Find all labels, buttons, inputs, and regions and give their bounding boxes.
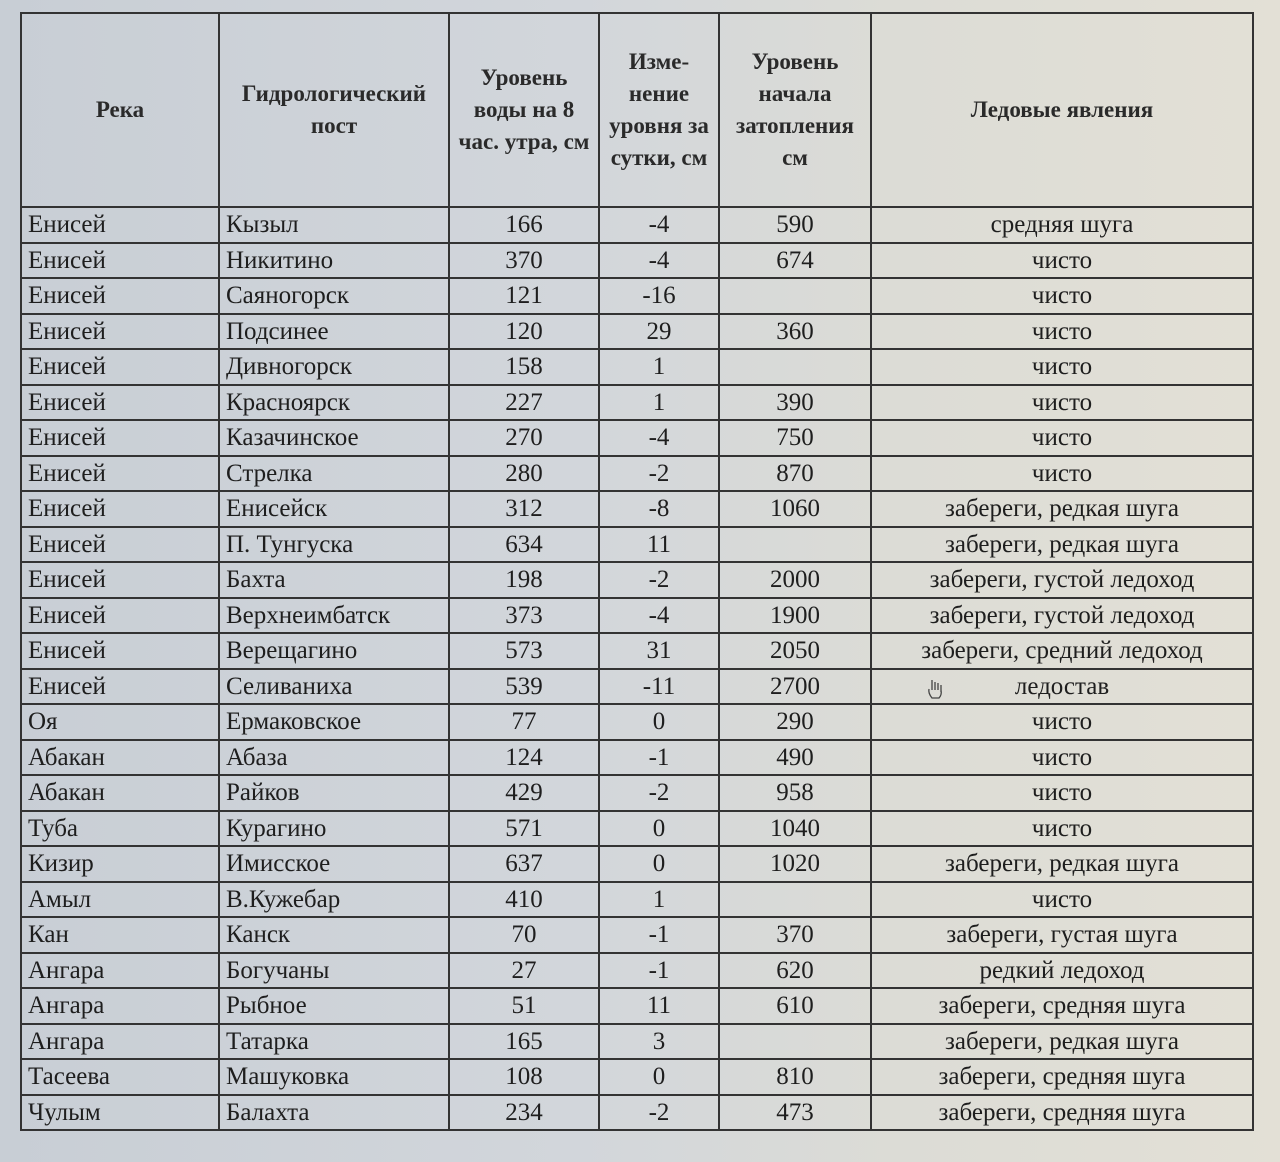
ice-phenomena-cell: забереги, редкая шуга xyxy=(871,846,1253,882)
level-change-cell: 0 xyxy=(599,811,719,847)
water-level-cell: 165 xyxy=(449,1024,599,1060)
ice-phenomena-cell: забереги, средняя шуга xyxy=(871,1095,1253,1131)
flood-level-cell: 1040 xyxy=(719,811,871,847)
table-row xyxy=(21,633,1253,669)
flood-level-cell: 2700 xyxy=(719,669,871,705)
post-cell: Богучаны xyxy=(219,953,449,989)
river-cell: Енисей xyxy=(21,420,219,456)
flood-level-cell: 1020 xyxy=(719,846,871,882)
level-change-cell: -16 xyxy=(599,278,719,314)
river-cell: Енисей xyxy=(21,456,219,492)
post-cell: Верхнеимбатск xyxy=(219,598,449,634)
post-cell: Подсинее xyxy=(219,314,449,350)
post-cell: Никитино xyxy=(219,243,449,279)
level-change-cell: -2 xyxy=(599,775,719,811)
table-row xyxy=(21,669,1253,705)
table-row xyxy=(21,278,1253,314)
table-row xyxy=(21,349,1253,385)
table-row xyxy=(21,598,1253,634)
level-change-cell: 11 xyxy=(599,988,719,1024)
river-cell: Ангара xyxy=(21,1024,219,1060)
post-cell: Красноярск xyxy=(219,385,449,421)
river-cell: Тасеева xyxy=(21,1059,219,1095)
level-change-cell: 0 xyxy=(599,704,719,740)
post-cell: Ермаковское xyxy=(219,704,449,740)
water-level-cell: 571 xyxy=(449,811,599,847)
water-level-cell: 70 xyxy=(449,917,599,953)
level-change-cell: -2 xyxy=(599,562,719,598)
ice-phenomena-cell: забереги, густая шуга xyxy=(871,917,1253,953)
flood-level-cell: 810 xyxy=(719,1059,871,1095)
level-change-cell: 31 xyxy=(599,633,719,669)
water-level-cell: 121 xyxy=(449,278,599,314)
level-change-cell: 29 xyxy=(599,314,719,350)
water-level-cell: 637 xyxy=(449,846,599,882)
post-cell: П. Тунгуска xyxy=(219,527,449,563)
post-cell: Рыбное xyxy=(219,988,449,1024)
level-change-cell: 0 xyxy=(599,846,719,882)
river-cell: Енисей xyxy=(21,527,219,563)
flood-level-cell xyxy=(719,527,871,563)
water-level-cell: 634 xyxy=(449,527,599,563)
river-cell: Кизир xyxy=(21,846,219,882)
flood-level-cell: 490 xyxy=(719,740,871,776)
ice-phenomena-cell: чисто xyxy=(871,349,1253,385)
ice-phenomena-cell: чисто xyxy=(871,314,1253,350)
water-level-cell: 539 xyxy=(449,669,599,705)
post-cell: Казачинское xyxy=(219,420,449,456)
level-change-cell: -2 xyxy=(599,1095,719,1131)
river-cell: Енисей xyxy=(21,633,219,669)
flood-level-cell: 473 xyxy=(719,1095,871,1131)
table-row xyxy=(21,704,1253,740)
ice-phenomena-cell: забереги, средняя шуга xyxy=(871,1059,1253,1095)
flood-level-cell xyxy=(719,349,871,385)
table-row xyxy=(21,491,1253,527)
post-cell: Канск xyxy=(219,917,449,953)
water-level-cell: 227 xyxy=(449,385,599,421)
flood-level-cell: 1060 xyxy=(719,491,871,527)
ice-phenomena-cell: чисто xyxy=(871,278,1253,314)
river-cell: Оя xyxy=(21,704,219,740)
river-cell: Амыл xyxy=(21,882,219,918)
flood-level-cell: 958 xyxy=(719,775,871,811)
header-row xyxy=(21,13,1253,207)
ice-phenomena-cell: чисто xyxy=(871,385,1253,421)
ice-phenomena-cell: чисто xyxy=(871,420,1253,456)
header-flood-level: Уровень начала затопления см xyxy=(719,13,871,207)
level-change-cell: 1 xyxy=(599,882,719,918)
river-cell: Енисей xyxy=(21,562,219,598)
table-row xyxy=(21,775,1253,811)
water-level-cell: 77 xyxy=(449,704,599,740)
level-change-cell: -1 xyxy=(599,953,719,989)
ice-phenomena-cell: чисто xyxy=(871,704,1253,740)
ice-phenomena-cell: забереги, редкая шуга xyxy=(871,491,1253,527)
level-change-cell: -4 xyxy=(599,207,719,243)
ice-phenomena-cell: ледостав xyxy=(871,669,1253,705)
table-row xyxy=(21,527,1253,563)
table-row xyxy=(21,420,1253,456)
water-level-cell: 108 xyxy=(449,1059,599,1095)
table-row xyxy=(21,385,1253,421)
level-change-cell: 11 xyxy=(599,527,719,563)
water-level-cell: 573 xyxy=(449,633,599,669)
water-level-cell: 270 xyxy=(449,420,599,456)
water-level-cell: 198 xyxy=(449,562,599,598)
ice-phenomena-cell: забереги, средний ледоход xyxy=(871,633,1253,669)
river-cell: Енисей xyxy=(21,385,219,421)
water-level-cell: 429 xyxy=(449,775,599,811)
flood-level-cell xyxy=(719,882,871,918)
water-level-cell: 120 xyxy=(449,314,599,350)
table-row xyxy=(21,1095,1253,1131)
river-cell: Енисей xyxy=(21,491,219,527)
hydrological-table xyxy=(20,12,1254,1131)
post-cell: Енисейск xyxy=(219,491,449,527)
level-change-cell: -11 xyxy=(599,669,719,705)
table-row xyxy=(21,314,1253,350)
river-cell: Енисей xyxy=(21,207,219,243)
level-change-cell: -8 xyxy=(599,491,719,527)
level-change-cell: -1 xyxy=(599,917,719,953)
table-row xyxy=(21,1024,1253,1060)
table-row xyxy=(21,846,1253,882)
flood-level-cell: 750 xyxy=(719,420,871,456)
river-cell: Енисей xyxy=(21,349,219,385)
flood-level-cell: 620 xyxy=(719,953,871,989)
water-level-cell: 158 xyxy=(449,349,599,385)
river-cell: Абакан xyxy=(21,740,219,776)
water-level-cell: 124 xyxy=(449,740,599,776)
river-cell: Ангара xyxy=(21,953,219,989)
post-cell: Балахта xyxy=(219,1095,449,1131)
level-change-cell: 3 xyxy=(599,1024,719,1060)
table-row xyxy=(21,953,1253,989)
ice-phenomena-cell: забереги, средняя шуга xyxy=(871,988,1253,1024)
flood-level-cell: 870 xyxy=(719,456,871,492)
level-change-cell: 1 xyxy=(599,349,719,385)
ice-phenomena-cell: чисто xyxy=(871,775,1253,811)
ice-phenomena-cell: чисто xyxy=(871,882,1253,918)
flood-level-cell: 390 xyxy=(719,385,871,421)
post-cell: Татарка xyxy=(219,1024,449,1060)
ice-phenomena-cell: чисто xyxy=(871,811,1253,847)
header-level-change: Изме- нение уровня за сутки, см xyxy=(599,13,719,207)
river-cell: Туба xyxy=(21,811,219,847)
post-cell: Бахта xyxy=(219,562,449,598)
post-cell: Верещагино xyxy=(219,633,449,669)
water-level-cell: 312 xyxy=(449,491,599,527)
flood-level-cell: 2000 xyxy=(719,562,871,598)
table-body xyxy=(21,207,1253,1130)
table-row xyxy=(21,456,1253,492)
flood-level-cell: 2050 xyxy=(719,633,871,669)
river-cell: Енисей xyxy=(21,278,219,314)
river-cell: Абакан xyxy=(21,775,219,811)
level-change-cell: -4 xyxy=(599,243,719,279)
water-level-cell: 234 xyxy=(449,1095,599,1131)
ice-phenomena-cell: средняя шуга xyxy=(871,207,1253,243)
flood-level-cell: 290 xyxy=(719,704,871,740)
level-change-cell: -4 xyxy=(599,420,719,456)
table-row xyxy=(21,562,1253,598)
header-ice: Ледовые явления xyxy=(871,13,1253,207)
water-level-cell: 51 xyxy=(449,988,599,1024)
post-cell: Абаза xyxy=(219,740,449,776)
table-row xyxy=(21,917,1253,953)
table-row xyxy=(21,988,1253,1024)
table-row xyxy=(21,1059,1253,1095)
table-row xyxy=(21,243,1253,279)
water-level-cell: 27 xyxy=(449,953,599,989)
level-change-cell: 1 xyxy=(599,385,719,421)
table-row xyxy=(21,740,1253,776)
flood-level-cell xyxy=(719,278,871,314)
flood-level-cell: 674 xyxy=(719,243,871,279)
post-cell: Стрелка xyxy=(219,456,449,492)
header-post: Гидрологический пост xyxy=(219,13,449,207)
river-cell: Чулым xyxy=(21,1095,219,1131)
table-row xyxy=(21,882,1253,918)
header-water-level: Уровень воды на 8 час. утра, см xyxy=(449,13,599,207)
table-row xyxy=(21,207,1253,243)
post-cell: Саяногорск xyxy=(219,278,449,314)
post-cell: В.Кужебар xyxy=(219,882,449,918)
post-cell: Райков xyxy=(219,775,449,811)
river-cell: Енисей xyxy=(21,243,219,279)
level-change-cell: -4 xyxy=(599,598,719,634)
river-cell: Ангара xyxy=(21,988,219,1024)
ice-phenomena-cell: чисто xyxy=(871,456,1253,492)
flood-level-cell: 370 xyxy=(719,917,871,953)
ice-phenomena-cell: забереги, густой ледоход xyxy=(871,598,1253,634)
ice-phenomena-cell: редкий ледоход xyxy=(871,953,1253,989)
flood-level-cell: 360 xyxy=(719,314,871,350)
post-cell: Кызыл xyxy=(219,207,449,243)
water-level-cell: 373 xyxy=(449,598,599,634)
water-level-cell: 410 xyxy=(449,882,599,918)
ice-phenomena-cell: забереги, редкая шуга xyxy=(871,1024,1253,1060)
ice-phenomena-cell: чисто xyxy=(871,243,1253,279)
header-river: Река xyxy=(21,13,219,207)
flood-level-cell: 590 xyxy=(719,207,871,243)
post-cell: Имисское xyxy=(219,846,449,882)
flood-level-cell: 610 xyxy=(719,988,871,1024)
level-change-cell: -2 xyxy=(599,456,719,492)
ice-phenomena-cell: чисто xyxy=(871,740,1253,776)
post-cell: Курагино xyxy=(219,811,449,847)
ice-phenomena-cell: забереги, густой ледоход xyxy=(871,562,1253,598)
flood-level-cell xyxy=(719,1024,871,1060)
level-change-cell: -1 xyxy=(599,740,719,776)
water-level-cell: 280 xyxy=(449,456,599,492)
water-level-cell: 166 xyxy=(449,207,599,243)
level-change-cell: 0 xyxy=(599,1059,719,1095)
post-cell: Дивногорск xyxy=(219,349,449,385)
table-row xyxy=(21,811,1253,847)
hand-pointer-icon xyxy=(926,678,944,702)
flood-level-cell: 1900 xyxy=(719,598,871,634)
post-cell: Машуковка xyxy=(219,1059,449,1095)
river-cell: Енисей xyxy=(21,598,219,634)
ice-phenomena-cell: забереги, редкая шуга xyxy=(871,527,1253,563)
water-level-cell: 370 xyxy=(449,243,599,279)
post-cell: Селиваниха xyxy=(219,669,449,705)
river-cell: Кан xyxy=(21,917,219,953)
river-cell: Енисей xyxy=(21,669,219,705)
river-cell: Енисей xyxy=(21,314,219,350)
